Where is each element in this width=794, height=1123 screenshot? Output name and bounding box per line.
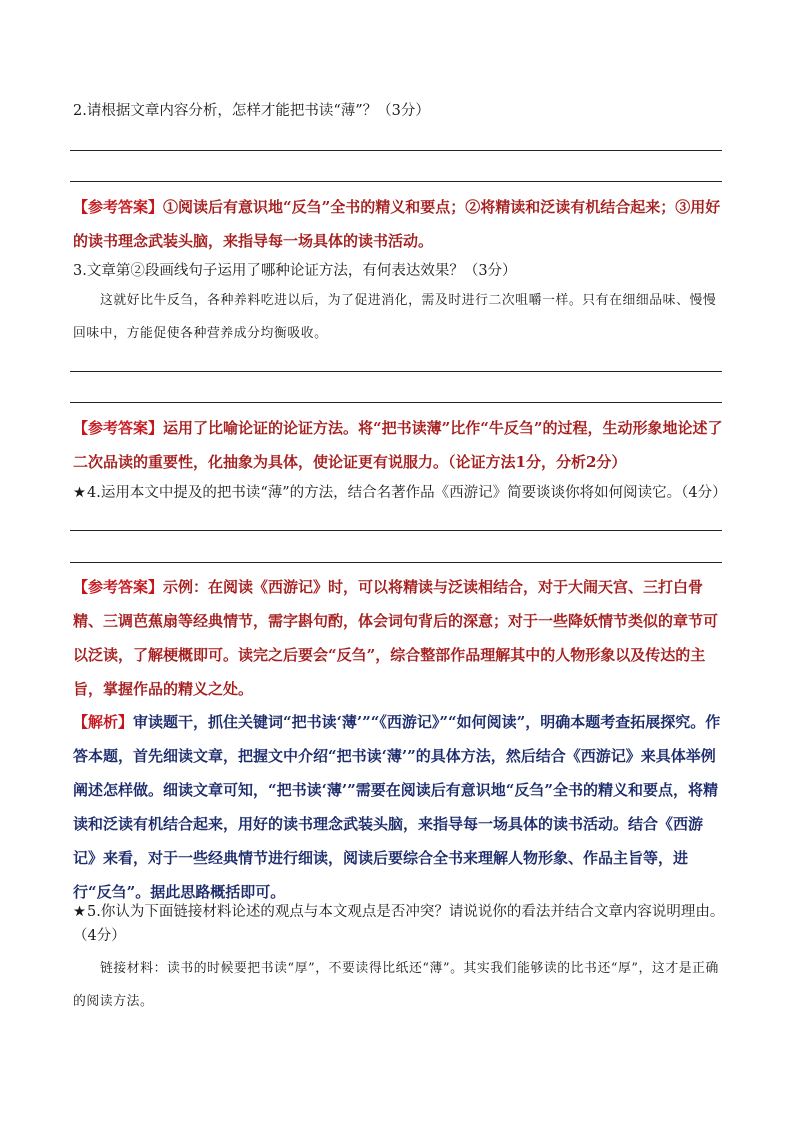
answer-label: 【参考答案】 (73, 419, 164, 437)
question-3: 3.文章第②段画线句子运用了哪种论证方法，有何表达效果？（3分） (73, 263, 517, 279)
analysis-text: 审读题干，抓住关键词“把书读‘薄’”“《西游记》”“如何阅读”，明确本题考查拓展探究。作答本题，首先细读文章，把握文中介绍“把书读‘薄’”的具体方法，然后结合《西游记》来具体举例阐述怎样做。细读文章可知，“把书读‘薄’”需要在阅读后有意识地“反刍”全书的精义和要点，将精读和泛读有机结合起来，用好的读书理念武装头脑，来指导每一场具体的读书活动。结合《西游记》来看，对于一些经典情节进行细读，阅读后要综合全书来理解人物形象、作品主旨等，进行“反刍”。据此思路概括即可。 (73, 713, 721, 901)
analysis-4 (73, 705, 725, 909)
answer-2 (73, 190, 725, 258)
answer-line (70, 150, 722, 151)
answer-3 (73, 411, 725, 479)
answer-text: 示例：在阅读《西游记》时，可以将精读与泛读相结合，对于大闹天宫、三打白骨精、三调芭蕉扇等经典情节，需字斟句酌，体会词句背后的深意；对于一些降妖情节类似的章节可以泛读，了解梗概即可。读完之后要会“反刍”，综合整部作品理解其中的人物形象以及传达的主旨，掌握作品的精义之处。 (73, 578, 719, 698)
answer-line (70, 562, 722, 563)
answer-text: 运用了比喻论证的论证方法。将“把书读薄”比作“牛反刍”的过程，生动形象地论述了二次品读的重要性，化抽象为具体，使论证更有说服力。（论证方法1分，分析2分） (73, 419, 723, 471)
answer-text: ①阅读后有意识地“反刍”全书的精义和要点；②将精读和泛读有机结合起来；③用好的读书理念武装头脑，来指导每一场具体的读书活动。 (73, 198, 721, 250)
question-5-text: 5.你认为下面链接材料论述的观点与本文观点是否冲突？请说说你的看法并结合文章内容说明理由。（4分） (73, 904, 725, 944)
answer-label: 【参考答案】 (73, 578, 164, 596)
analysis-label: 【解析】 (73, 713, 134, 731)
question-5-quote: 链接材料：读书的时候要把书读“厚”，不要读得比纸还“薄”。其实我们能够读的比书还“厚”，这才是正确的阅读方法。 (73, 961, 719, 1009)
answer-label: 【参考答案】 (73, 198, 164, 216)
question-3-quote: 这就好比牛反刍，各种养料吃进以后，为了促进消化，需及时进行二次咀嚼一样。只有在细细品味、慢慢回味中，方能促使各种营养成分均衡吸收。 (73, 293, 717, 341)
question-4 (73, 483, 729, 503)
question-2: 2.请根据文章内容分析，怎样才能把书读“薄”？（3分） (73, 103, 430, 119)
answer-4 (73, 570, 725, 706)
answer-line (70, 402, 722, 403)
star-icon: ★ (73, 485, 86, 501)
answer-line (70, 530, 722, 531)
answer-line (70, 181, 722, 182)
question-5 (73, 900, 729, 948)
question-4-text: 4.运用本文中提及的把书读“薄”的方法，结合名著作品《西游记》简要谈谈你将如何阅读它。（4分） (87, 485, 727, 501)
answer-line (70, 371, 722, 372)
star-icon: ★ (73, 904, 86, 920)
